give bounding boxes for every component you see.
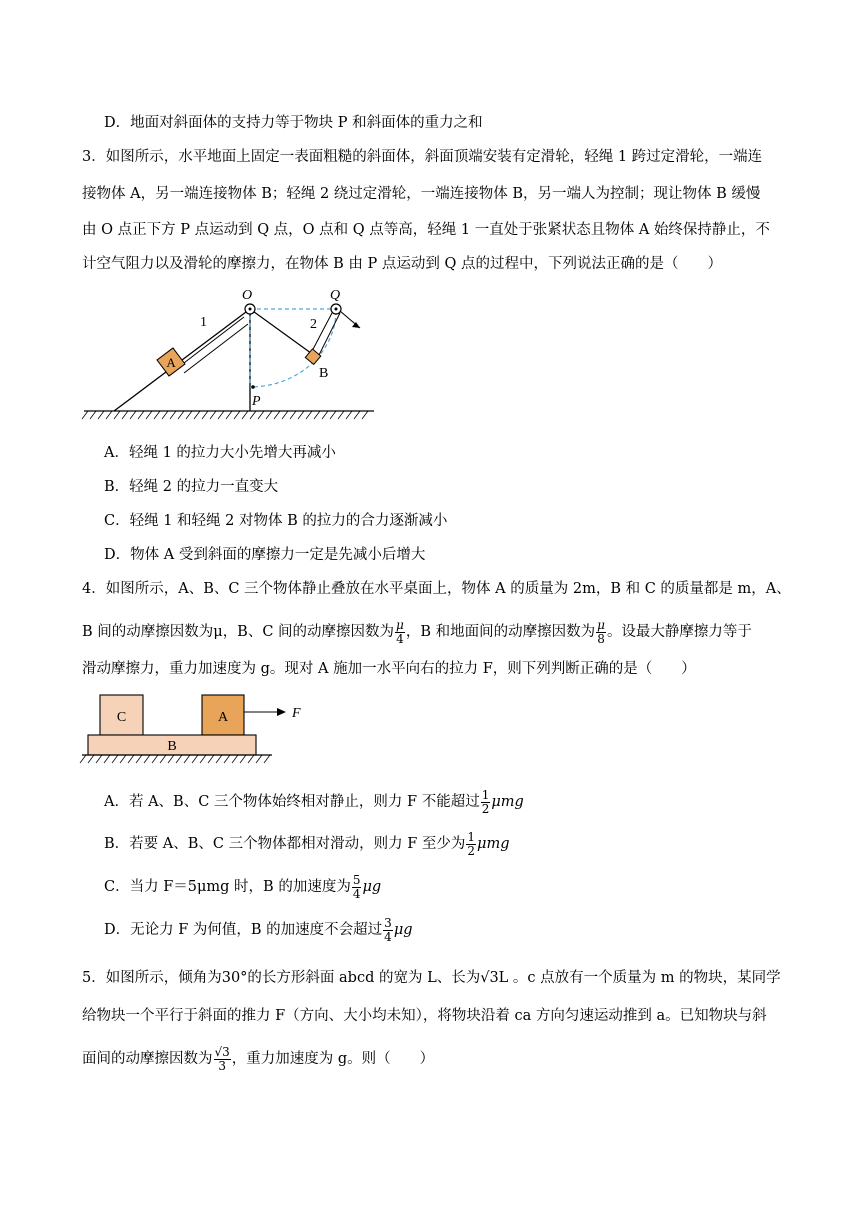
q3-option-a[interactable]: A．轻绳 1 的拉力大小先增大再减小 [104,445,336,461]
q3-label-rope1: 1 [200,315,207,330]
q5-stem-line-2: 给物块一个平行于斜面的推力 F（方向、大小均未知），将物块沿着 ca 方向匀速运动推到 a。已知物块与斜 [82,1008,767,1024]
q3-label-rope2: 2 [310,317,317,332]
q3-label-o: O [242,288,253,303]
q3-stem-line-1: 3．如图所示，水平地面上固定一表面粗糙的斜面体，斜面顶端安装有定滑轮，轻绳 1 跨过定滑轮，一端连 [82,149,763,165]
q4-label-b: B [167,739,177,754]
q4-option-b[interactable]: B．若要 A、B、C 三个物体都相对滑动，则力 F 至少为 $\frac{1}{2}$ μmg [104,829,510,858]
q4-label-a: A [217,710,229,725]
q4-frac-mu-4: $\frac{\mu}{4}$ [396,617,404,646]
q4-option-c[interactable]: C．当力 F＝5μmg 时，B 的加速度为 $\frac{5}{4}$ μg [104,872,382,901]
q4-option-a[interactable]: A．若 A、B、C 三个物体始终相对静止，则力 F 不能超过 $\frac{1}{2}$ μmg [104,787,524,816]
q4-frac-mu-8: $\frac{\mu}{8}$ [597,617,605,646]
q3-label-q: Q [330,288,341,303]
q4-stem-line-2: B 间的动摩擦因数为μ，B、C 间的动摩擦因数为 $\frac{\mu}{4}$ ，B 和地面间的动摩擦因数为 $\frac{\mu}{8}$ 。设最大静摩擦力等于 [82,617,752,646]
q3-stem-line-2: 接物体 A，另一端连接物体 B；轻绳 2 绕过定滑轮，一端连接物体 B，另一端人为控制；现让物体 B 缓慢 [82,186,761,202]
q4-label-f: F [292,706,301,721]
q4-option-d[interactable]: D．无论力 F 为何值，B 的加速度不会超过 $\frac{3}{4}$ μg [104,915,413,944]
q3-option-b[interactable]: B．轻绳 2 的拉力一直变大 [104,479,279,495]
q4-stem-line-1: 4．如图所示，A、B、C 三个物体静止叠放在水平桌面上，物体 A 的质量为 2m，B 和 C 的质量都是 m，A、 [82,581,791,597]
q5-stem-line-1: 5．如图所示，倾角为30°的长方形斜面 abcd 的宽为 L、长为√3L 。c 点放有一个质量为 m 的物块，某同学 [82,970,781,986]
q4-figure [82,692,322,772]
q2-option-d: D．地面对斜面体的支持力等于物块 P 和斜面体的重力之和 [104,115,483,131]
q3-label-p: P [252,394,261,409]
q3-option-d[interactable]: D．物体 A 受到斜面的摩擦力一定是先减小后增大 [104,547,426,563]
q3-label-b: B [319,366,329,381]
q3-stem-line-3: 由 O 点正下方 P 点运动到 Q 点，O 点和 Q 点等高，轻绳 1 一直处于张紧状态且物体 A 始终保持静止，不 [82,222,770,238]
q5-frac-sqrt3-3: $\frac{√3}{3}$ [214,1044,230,1073]
q3-stem-line-4: 计空气阻力以及滑轮的摩擦力，在物体 B 由 P 点运动到 Q 点的过程中，下列说法正确的是（ ） [82,256,722,272]
q5-stem-line-3: 面间的动摩擦因数为 $\frac{√3}{3}$ ，重力加速度为 g。则（ ） [82,1044,435,1073]
q4-stem-line-3: 滑动摩擦力，重力加速度为 g。现对 A 施加一水平向右的拉力 F，则下列判断正确的是（ ） [82,661,696,677]
q3-option-c[interactable]: C．轻绳 1 和轻绳 2 对物体 B 的拉力的合力逐渐减小 [104,513,448,529]
q3-label-a: A [166,355,176,370]
q3-figure [84,283,384,423]
q3-point-p [251,385,255,389]
q4-label-c: C [116,710,127,725]
